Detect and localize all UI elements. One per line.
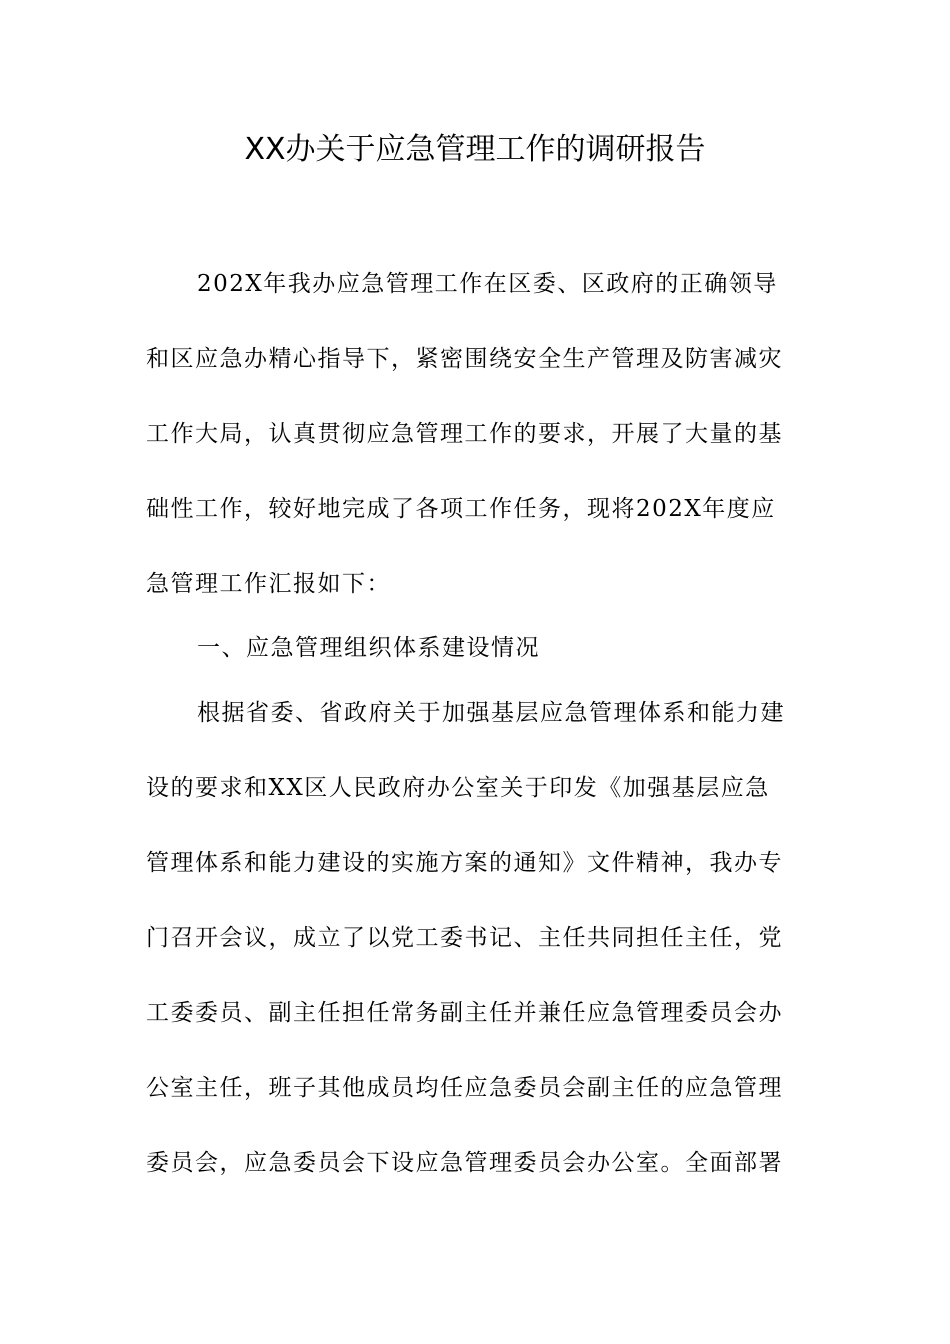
body-line: 根据省委、省政府关于加强基层应急管理体系和能力建 xyxy=(197,700,785,726)
body-line: 工作大局，认真贯彻应急管理工作的要求，开展了大量的基 xyxy=(146,421,783,447)
body-line: 和区应急办精心指导下，紧密围绕安全生产管理及防害减灾 xyxy=(146,346,783,372)
body-line: 管理体系和能力建设的实施方案的通知》文件精神，我办专 xyxy=(146,850,783,876)
body-line: 委员会，应急委员会下设应急管理委员会办公室。全面部署 xyxy=(146,1150,783,1176)
body-line: 202X年我办应急管理工作在区委、区政府的正确领导 xyxy=(197,271,778,297)
document-title: XX办关于应急管理工作的调研报告 xyxy=(244,132,706,167)
body-line: 工委委员、副主任担任常务副主任并兼任应急管理委员会办 xyxy=(146,1000,783,1026)
body-line: 门召开会议，成立了以党工委书记、主任共同担任主任，党 xyxy=(146,925,783,951)
body-line: 础性工作，较好地完成了各项工作任务，现将202X年度应 xyxy=(146,496,776,522)
body-line: 设的要求和XX区人民政府办公室关于印发《加强基层应急 xyxy=(146,775,770,801)
body-line: 急管理工作汇报如下： xyxy=(146,571,391,597)
section-heading: 一、应急管理组织体系建设情况 xyxy=(197,635,540,661)
body-line: 公室主任，班子其他成员均任应急委员会副主任的应急管理 xyxy=(146,1075,783,1101)
